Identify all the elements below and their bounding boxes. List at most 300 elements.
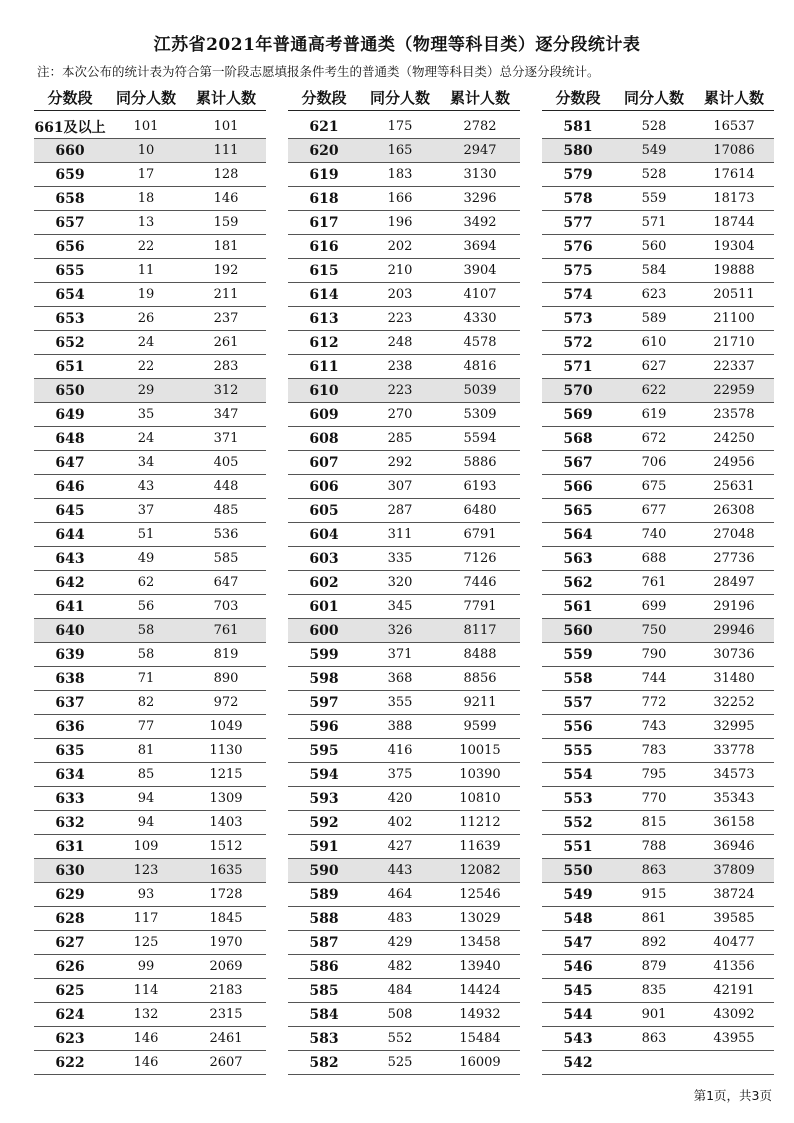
score-cell: 608 — [309, 430, 339, 447]
page-title: 江苏省2021年普通高考普通类（物理等科目类）逐分段统计表 — [153, 35, 641, 55]
cumulative-cell: 5039 — [463, 383, 497, 398]
cumulative-cell: 13940 — [459, 959, 501, 974]
cumulative-cell: 10810 — [459, 791, 501, 806]
same-count-cell: 51 — [137, 527, 155, 542]
same-count-cell: 22 — [137, 359, 155, 374]
score-cell: 581 — [563, 118, 593, 135]
score-cell: 612 — [309, 334, 339, 351]
score-cell: 657 — [55, 214, 85, 231]
table-row — [288, 427, 520, 451]
cumulative-cell: 43955 — [713, 1031, 755, 1046]
same-count-cell: 24 — [137, 431, 155, 446]
table-row — [34, 379, 266, 403]
same-count-cell: 34 — [137, 455, 155, 470]
same-count-cell: 355 — [387, 695, 413, 710]
column-header — [542, 84, 774, 111]
table-column-2 — [288, 84, 520, 1075]
cumulative-cell: 3296 — [463, 191, 497, 206]
header-cumulative: 累计人数 — [449, 88, 510, 107]
cumulative-cell: 11212 — [459, 815, 501, 830]
same-count-cell: 610 — [641, 335, 667, 350]
table-row — [288, 139, 520, 163]
same-count-cell: 123 — [133, 863, 159, 878]
table-row — [34, 691, 266, 715]
cumulative-cell: 21710 — [713, 335, 755, 350]
cumulative-cell: 2607 — [209, 1055, 243, 1070]
same-count-cell: 345 — [387, 599, 413, 614]
same-count-cell: 19 — [137, 287, 155, 302]
same-count-cell: 326 — [387, 623, 413, 638]
same-count-cell: 627 — [641, 359, 667, 374]
same-count-cell: 13 — [137, 215, 155, 230]
table-row — [542, 1027, 774, 1051]
table-row — [34, 235, 266, 259]
score-cell: 555 — [563, 742, 593, 759]
table-row — [542, 739, 774, 763]
cumulative-cell: 347 — [213, 407, 239, 422]
cumulative-cell: 8117 — [463, 623, 497, 638]
score-cell: 643 — [55, 550, 85, 567]
score-cell: 616 — [309, 238, 339, 255]
header-score: 分数段 — [47, 88, 93, 107]
table-row — [288, 115, 520, 139]
score-cell: 561 — [563, 598, 593, 615]
table-row — [542, 715, 774, 739]
score-cell: 551 — [563, 838, 593, 855]
same-count-cell: 94 — [137, 815, 155, 830]
score-cell: 628 — [55, 910, 85, 927]
score-cell: 653 — [55, 310, 85, 327]
same-count-cell: 101 — [133, 119, 159, 134]
same-count-cell: 744 — [641, 671, 667, 686]
same-count-cell: 429 — [387, 935, 413, 950]
same-count-cell: 238 — [387, 359, 413, 374]
table-row — [542, 763, 774, 787]
cumulative-cell: 8856 — [463, 671, 497, 686]
table-row — [542, 691, 774, 715]
same-count-cell: 320 — [387, 575, 413, 590]
table-row — [288, 547, 520, 571]
table-row — [542, 523, 774, 547]
score-cell: 641 — [55, 598, 85, 615]
table-row — [34, 187, 266, 211]
cumulative-cell: 17614 — [713, 167, 755, 182]
score-cell: 596 — [309, 718, 339, 735]
cumulative-cell: 6193 — [463, 479, 497, 494]
score-cell: 619 — [309, 166, 339, 183]
score-cell: 606 — [309, 478, 339, 495]
score-cell: 599 — [309, 646, 339, 663]
table-row — [34, 475, 266, 499]
cumulative-cell: 3694 — [463, 239, 497, 254]
cumulative-cell: 35343 — [713, 791, 755, 806]
cumulative-cell: 12082 — [459, 863, 501, 878]
score-cell: 644 — [55, 526, 85, 543]
cumulative-cell: 26308 — [713, 503, 755, 518]
cumulative-cell: 1635 — [209, 863, 243, 878]
cumulative-cell: 2461 — [209, 1031, 243, 1046]
table-row — [34, 451, 266, 475]
same-count-cell: 743 — [641, 719, 667, 734]
same-count-cell: 528 — [641, 167, 667, 182]
cumulative-cell: 37809 — [713, 863, 755, 878]
same-count-cell: 571 — [641, 215, 667, 230]
same-count-cell: 183 — [387, 167, 413, 182]
cumulative-cell: 1970 — [209, 935, 243, 950]
score-cell: 558 — [563, 670, 593, 687]
same-count-cell: 699 — [641, 599, 667, 614]
score-cell: 594 — [309, 766, 339, 783]
table-row — [288, 763, 520, 787]
same-count-cell: 584 — [641, 263, 667, 278]
same-count-cell: 166 — [387, 191, 413, 206]
score-cell: 545 — [563, 982, 593, 999]
score-cell: 654 — [55, 286, 85, 303]
table-row — [542, 859, 774, 883]
cumulative-cell: 1403 — [209, 815, 243, 830]
same-count-cell: 560 — [641, 239, 667, 254]
table-row — [542, 379, 774, 403]
score-cell: 568 — [563, 430, 593, 447]
cumulative-cell: 29196 — [713, 599, 755, 614]
cumulative-cell: 13029 — [459, 911, 501, 926]
table-row — [34, 307, 266, 331]
cumulative-cell: 3492 — [463, 215, 497, 230]
table-row — [288, 643, 520, 667]
table-row — [542, 1003, 774, 1027]
score-cell: 645 — [55, 502, 85, 519]
table-row — [288, 691, 520, 715]
cumulative-cell: 819 — [213, 647, 239, 662]
score-cell: 587 — [309, 934, 339, 951]
table-row — [34, 523, 266, 547]
cumulative-cell: 448 — [213, 479, 239, 494]
score-cell: 566 — [563, 478, 593, 495]
score-cell: 560 — [563, 622, 593, 639]
table-row — [542, 187, 774, 211]
score-cell: 563 — [563, 550, 593, 567]
table-row — [288, 211, 520, 235]
same-count-cell: 196 — [387, 215, 413, 230]
score-cell: 588 — [309, 910, 339, 927]
score-cell: 543 — [563, 1030, 593, 1047]
same-count-cell: 706 — [641, 455, 667, 470]
cumulative-cell: 36946 — [713, 839, 755, 854]
cumulative-cell: 5886 — [463, 455, 497, 470]
same-count-cell: 483 — [387, 911, 413, 926]
cumulative-cell: 485 — [213, 503, 239, 518]
same-count-cell: 58 — [137, 623, 155, 638]
cumulative-cell: 3130 — [463, 167, 497, 182]
same-count-cell: 94 — [137, 791, 155, 806]
cumulative-cell: 5309 — [463, 407, 497, 422]
cumulative-cell: 4107 — [463, 287, 497, 302]
cumulative-cell: 261 — [213, 335, 239, 350]
table-row — [542, 259, 774, 283]
score-cell: 582 — [309, 1054, 339, 1071]
same-count-cell: 772 — [641, 695, 667, 710]
cumulative-cell: 111 — [213, 143, 239, 158]
score-cell: 648 — [55, 430, 85, 447]
table-row — [34, 115, 266, 139]
score-cell: 574 — [563, 286, 593, 303]
same-count-cell: 335 — [387, 551, 413, 566]
same-count-cell: 49 — [137, 551, 155, 566]
table-row — [288, 379, 520, 403]
cumulative-cell: 146 — [213, 191, 239, 206]
score-cell: 565 — [563, 502, 593, 519]
same-count-cell: 371 — [387, 647, 413, 662]
table-row — [288, 907, 520, 931]
table-row — [542, 787, 774, 811]
same-count-cell: 879 — [641, 959, 667, 974]
table-row — [288, 403, 520, 427]
same-count-cell: 552 — [387, 1031, 413, 1046]
header-same-count: 同分人数 — [115, 88, 176, 107]
table-row — [34, 355, 266, 379]
same-count-cell: 420 — [387, 791, 413, 806]
score-cell: 598 — [309, 670, 339, 687]
same-count-cell: 43 — [137, 479, 155, 494]
cumulative-cell: 3904 — [463, 263, 497, 278]
same-count-cell: 892 — [641, 935, 667, 950]
table-row — [542, 355, 774, 379]
table-row — [542, 403, 774, 427]
table-row — [288, 955, 520, 979]
table-row — [34, 1003, 266, 1027]
same-count-cell: 795 — [641, 767, 667, 782]
table-row — [542, 331, 774, 355]
table-row — [34, 907, 266, 931]
table-row — [288, 739, 520, 763]
table-row — [288, 835, 520, 859]
score-cell: 607 — [309, 454, 339, 471]
table-row — [288, 259, 520, 283]
table-row — [34, 139, 266, 163]
table-row — [288, 283, 520, 307]
table-row — [542, 427, 774, 451]
score-cell: 632 — [55, 814, 85, 831]
cumulative-cell: 7791 — [463, 599, 497, 614]
cumulative-cell: 31480 — [713, 671, 755, 686]
table-row — [34, 283, 266, 307]
table-row — [288, 1027, 520, 1051]
cumulative-cell: 10015 — [459, 743, 501, 758]
score-cell: 547 — [563, 934, 593, 951]
table-row — [542, 619, 774, 643]
same-count-cell: 287 — [387, 503, 413, 518]
cumulative-cell: 211 — [213, 287, 239, 302]
same-count-cell: 99 — [137, 959, 155, 974]
same-count-cell: 146 — [133, 1031, 159, 1046]
same-count-cell: 29 — [137, 383, 155, 398]
same-count-cell: 77 — [137, 719, 155, 734]
table-row — [542, 211, 774, 235]
score-cell: 646 — [55, 478, 85, 495]
same-count-cell: 292 — [387, 455, 413, 470]
score-cell: 635 — [55, 742, 85, 759]
table-row — [34, 259, 266, 283]
table-row — [34, 595, 266, 619]
cumulative-cell: 8488 — [463, 647, 497, 662]
table-row — [542, 307, 774, 331]
cumulative-cell: 21100 — [713, 311, 755, 326]
same-count-cell: 114 — [133, 983, 159, 998]
score-cell: 637 — [55, 694, 85, 711]
score-cell: 589 — [309, 886, 339, 903]
score-cell: 631 — [55, 838, 85, 855]
table-row — [542, 1051, 774, 1075]
table-row — [34, 979, 266, 1003]
same-count-cell: 672 — [641, 431, 667, 446]
cumulative-cell: 5594 — [463, 431, 497, 446]
same-count-cell: 175 — [387, 119, 413, 134]
cumulative-cell: 890 — [213, 671, 239, 686]
same-count-cell: 165 — [387, 143, 413, 158]
same-count-cell: 482 — [387, 959, 413, 974]
same-count-cell: 901 — [641, 1007, 667, 1022]
table-row — [34, 427, 266, 451]
cumulative-cell: 22337 — [713, 359, 755, 374]
table-row — [288, 883, 520, 907]
same-count-cell: 815 — [641, 815, 667, 830]
cumulative-cell: 1512 — [209, 839, 243, 854]
table-row — [288, 307, 520, 331]
score-cell: 564 — [563, 526, 593, 543]
cumulative-cell: 1845 — [209, 911, 243, 926]
table-row — [34, 499, 266, 523]
table-row — [34, 547, 266, 571]
same-count-cell: 528 — [641, 119, 667, 134]
table-row — [288, 595, 520, 619]
score-cell: 601 — [309, 598, 339, 615]
score-cell: 629 — [55, 886, 85, 903]
table-row — [542, 643, 774, 667]
score-cell: 554 — [563, 766, 593, 783]
score-cell: 652 — [55, 334, 85, 351]
same-count-cell: 861 — [641, 911, 667, 926]
page-number: 第1页，共3页 — [693, 1088, 772, 1103]
cumulative-cell: 38724 — [713, 887, 755, 902]
score-cell: 630 — [55, 862, 85, 879]
table-row — [34, 211, 266, 235]
header-score: 分数段 — [301, 88, 347, 107]
cumulative-cell: 1215 — [209, 767, 243, 782]
score-cell: 590 — [309, 862, 339, 879]
table-row — [542, 547, 774, 571]
table-row — [288, 931, 520, 955]
cumulative-cell: 647 — [213, 575, 239, 590]
same-count-cell: 416 — [387, 743, 413, 758]
score-cell: 636 — [55, 718, 85, 735]
cumulative-cell: 2315 — [209, 1007, 243, 1022]
cumulative-cell: 1728 — [209, 887, 243, 902]
cumulative-cell: 7446 — [463, 575, 497, 590]
same-count-cell: 93 — [137, 887, 155, 902]
score-cell: 585 — [309, 982, 339, 999]
table-row — [34, 931, 266, 955]
same-count-cell: 770 — [641, 791, 667, 806]
same-count-cell: 549 — [641, 143, 667, 158]
cumulative-cell: 19304 — [713, 239, 755, 254]
same-count-cell: 125 — [133, 935, 159, 950]
score-cell: 556 — [563, 718, 593, 735]
score-cell: 572 — [563, 334, 593, 351]
table-row — [34, 667, 266, 691]
cumulative-cell: 703 — [213, 599, 239, 614]
score-cell: 623 — [55, 1030, 85, 1047]
table-row — [288, 331, 520, 355]
cumulative-cell: 28497 — [713, 575, 755, 590]
score-cell: 610 — [309, 382, 339, 399]
cumulative-cell: 1130 — [209, 743, 243, 758]
same-count-cell: 81 — [137, 743, 155, 758]
cumulative-cell: 24250 — [713, 431, 755, 446]
score-cell: 542 — [563, 1054, 593, 1071]
cumulative-cell: 33778 — [713, 743, 755, 758]
score-cell: 656 — [55, 238, 85, 255]
table-row — [542, 283, 774, 307]
score-cell: 649 — [55, 406, 85, 423]
same-count-cell: 24 — [137, 335, 155, 350]
cumulative-cell: 4578 — [463, 335, 497, 350]
same-count-cell: 835 — [641, 983, 667, 998]
score-cell: 591 — [309, 838, 339, 855]
same-count-cell: 248 — [387, 335, 413, 350]
table-row — [288, 667, 520, 691]
table-row — [34, 643, 266, 667]
cumulative-cell: 34573 — [713, 767, 755, 782]
table-row — [542, 115, 774, 139]
score-cell: 609 — [309, 406, 339, 423]
cumulative-cell: 32995 — [713, 719, 755, 734]
same-count-cell: 788 — [641, 839, 667, 854]
same-count-cell: 311 — [387, 527, 413, 542]
table-row — [542, 451, 774, 475]
cumulative-cell: 4816 — [463, 359, 497, 374]
table-note: 注：本次公布的统计表为符合第一阶段志愿填报条件考生的普通类（物理等科目类）总分逐分段统计。 — [37, 64, 600, 79]
cumulative-cell: 30736 — [713, 647, 755, 662]
score-cell: 655 — [55, 262, 85, 279]
same-count-cell: 508 — [387, 1007, 413, 1022]
same-count-cell: 402 — [387, 815, 413, 830]
score-cell: 604 — [309, 526, 339, 543]
same-count-cell: 37 — [137, 503, 155, 518]
table-row — [542, 811, 774, 835]
table-row — [542, 571, 774, 595]
score-cell: 570 — [563, 382, 593, 399]
same-count-cell: 62 — [137, 575, 155, 590]
same-count-cell: 71 — [137, 671, 155, 686]
score-cell: 650 — [55, 382, 85, 399]
score-cell: 577 — [563, 214, 593, 231]
score-cell: 571 — [563, 358, 593, 375]
score-cell: 586 — [309, 958, 339, 975]
table-row — [542, 955, 774, 979]
cumulative-cell: 1309 — [209, 791, 243, 806]
score-cell: 578 — [563, 190, 593, 207]
same-count-cell: 589 — [641, 311, 667, 326]
cumulative-cell: 39585 — [713, 911, 755, 926]
table-row — [34, 859, 266, 883]
score-cell: 583 — [309, 1030, 339, 1047]
same-count-cell: 58 — [137, 647, 155, 662]
cumulative-cell: 9599 — [463, 719, 497, 734]
cumulative-cell: 14424 — [459, 983, 501, 998]
same-count-cell: 559 — [641, 191, 667, 206]
score-cell: 573 — [563, 310, 593, 327]
cumulative-cell: 2947 — [463, 143, 497, 158]
